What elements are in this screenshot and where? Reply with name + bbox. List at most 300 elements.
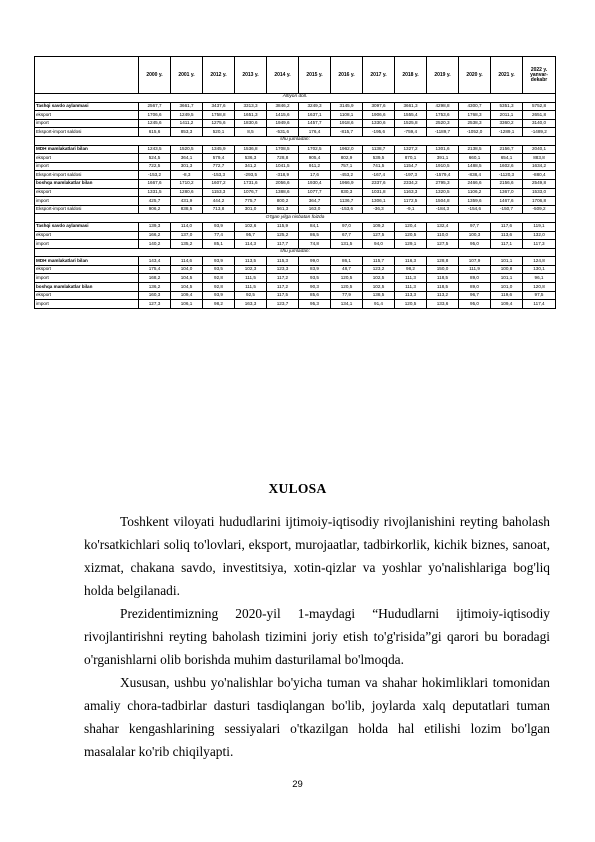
table-cell: 3249,3 — [299, 102, 331, 111]
row-label: Tashqi savdo aylanmasi — [35, 222, 139, 231]
table-cell: 3846,2 — [267, 102, 299, 111]
paragraph-1: Toshkent viloyati hududlarini ijtimoiy-iqtisodiy rivojlanishini reyting baholash ko'rsatkichlari soliq to'lovlari, eksport, murojaatlar, tadbirkorlik, kichik biznes, sanoat, xizmat, chakana savdo, investitsiya, xotin-qizlar va yoshlar yo'nalishlariga bog'liq holda belgilanadi. — [84, 514, 550, 598]
table-cell: 127,5 — [363, 231, 395, 240]
table-cell: 1330,6 — [363, 119, 395, 128]
row-label: import — [35, 119, 139, 128]
table-cell: 1172,5 — [395, 197, 427, 206]
table-row — [35, 291, 556, 300]
table-cell: -36,3 — [363, 205, 395, 214]
table-cell: -759,4 — [395, 128, 427, 137]
table-cell: 85,1 — [203, 240, 235, 249]
table-cell: 2337,6 — [363, 179, 395, 188]
row-label: Tashqi savdo aylanmasi — [35, 102, 139, 111]
table-cell: 1949,6 — [267, 119, 299, 128]
table-cell: 2549,8 — [523, 179, 556, 188]
table-cell: 120,5 — [395, 300, 427, 309]
table-cell: 77,9 — [331, 291, 363, 300]
table-cell: 301,0 — [235, 205, 267, 214]
table-cell: 1706,6 — [139, 111, 171, 120]
table-cell: 2138,5 — [459, 145, 491, 154]
table-cell: 1962,0 — [331, 145, 363, 154]
table-cell: 1076,7 — [235, 188, 267, 197]
table-cell: 1667,6 — [139, 179, 171, 188]
section-label: O'tgan yilga nisbatan foizda — [35, 214, 556, 223]
table-cell: 1154,7 — [395, 162, 427, 171]
table-cell: 115,7 — [363, 257, 395, 266]
table-row — [35, 179, 556, 188]
table-cell: 757,1 — [331, 162, 363, 171]
table-cell: 130,1 — [523, 265, 556, 274]
trade-statistics-table-container — [34, 56, 555, 309]
table-cell: 163,0 — [299, 205, 331, 214]
table-cell: 1753,6 — [427, 111, 459, 120]
table-row — [35, 154, 556, 163]
table-cell: 93,9 — [203, 291, 235, 300]
table-cell: 94,0 — [363, 240, 395, 249]
section-label: shu jumladan: — [35, 248, 556, 257]
table-cell: 2156,7 — [491, 145, 523, 154]
table-cell: 111,5 — [235, 274, 267, 283]
table-cell: 92,8 — [203, 283, 235, 292]
table-cell: 118,5 — [427, 283, 459, 292]
table-cell: 1520,5 — [171, 145, 203, 154]
table-cell: 660,1 — [459, 154, 491, 163]
table-cell: 123,2 — [363, 265, 395, 274]
table-cell: 1163,3 — [395, 188, 427, 197]
table-section-row — [35, 94, 556, 103]
table-cell: 830,3 — [331, 188, 363, 197]
table-cell: 138,5 — [363, 291, 395, 300]
table-cell: -197,3 — [395, 171, 427, 180]
table-cell: 120,5 — [395, 231, 427, 240]
table-cell: 175,4 — [139, 265, 171, 274]
table-cell: 111,3 — [395, 274, 427, 283]
table-cell: 84,1 — [299, 222, 331, 231]
table-cell: 120,5 — [331, 283, 363, 292]
table-cell: 127,3 — [139, 300, 171, 309]
table-cell: -453,2 — [331, 171, 363, 180]
table-cell: 1634,2 — [523, 162, 556, 171]
table-cell: 905,4 — [299, 154, 331, 163]
table-cell: 5351,3 — [491, 102, 523, 111]
table-cell: 853,3 — [171, 128, 203, 137]
table-cell: 86,5 — [299, 231, 331, 240]
table-cell: 117,4 — [523, 300, 556, 309]
table-cell: 3661,7 — [171, 102, 203, 111]
table-cell: 1910,5 — [427, 162, 459, 171]
table-cell: 100,3 — [459, 231, 491, 240]
table-header-row — [35, 57, 556, 94]
column-header: 2012 y. — [203, 57, 235, 94]
table-cell: 1555,4 — [395, 111, 427, 120]
row-label: boshqa mamlakatlar bilan — [35, 283, 139, 292]
table-cell: 98,2 — [203, 300, 235, 309]
table-cell: 168,2 — [139, 274, 171, 283]
table-cell: 99,0 — [299, 257, 331, 266]
table-cell: 117,5 — [267, 291, 299, 300]
table-cell: 163,3 — [235, 300, 267, 309]
table-cell: 364,7 — [299, 197, 331, 206]
table-cell: 67,7 — [331, 231, 363, 240]
table-cell: 92,5 — [235, 291, 267, 300]
table-cell: 102,5 — [363, 283, 395, 292]
table-cell: 728,8 — [267, 154, 299, 163]
table-cell: 1533,0 — [523, 188, 556, 197]
table-cell: 1906,6 — [363, 111, 395, 120]
table-cell: 2538,3 — [459, 119, 491, 128]
table-cell: 114,0 — [171, 222, 203, 231]
row-label: eksport — [35, 154, 139, 163]
table-cell: 128,8 — [427, 257, 459, 266]
table-cell: -8,3 — [171, 171, 203, 180]
table-row — [35, 128, 556, 137]
table-cell: 127,5 — [427, 240, 459, 249]
table-cell: 2567,7 — [139, 102, 171, 111]
table-cell: 1830,6 — [235, 119, 267, 128]
table-cell: 116,3 — [395, 257, 427, 266]
table-cell: 800,2 — [267, 197, 299, 206]
table-cell: 1275,6 — [203, 119, 235, 128]
table-cell: 3437,6 — [203, 102, 235, 111]
column-header: 2015 y. — [299, 57, 331, 94]
table-cell: 1138,7 — [363, 145, 395, 154]
table-cell: -153,6 — [331, 205, 363, 214]
table-cell: 110,0 — [427, 231, 459, 240]
table-cell: 838,5 — [171, 205, 203, 214]
table-row — [35, 265, 556, 274]
table-cell: 120,5 — [331, 274, 363, 283]
section-label: shu jumladan: — [35, 136, 556, 145]
table-cell: 77,4 — [203, 231, 235, 240]
row-label: import — [35, 197, 139, 206]
table-cell: 92,8 — [203, 274, 235, 283]
table-row — [35, 188, 556, 197]
column-header: 2014 y. — [267, 57, 299, 94]
table-cell: -509,2 — [523, 205, 556, 214]
table-row — [35, 162, 556, 171]
table-cell: 91,4 — [363, 300, 395, 309]
table-cell: 117,2 — [267, 283, 299, 292]
table-cell: 536,3 — [235, 154, 267, 163]
table-cell: 2795,3 — [427, 179, 459, 188]
table-cell: 134,1 — [331, 300, 363, 309]
table-cell: 102,6 — [235, 222, 267, 231]
row-label: boshqa mamlakatlar bilan — [35, 179, 139, 188]
table-cell: 1504,8 — [427, 197, 459, 206]
column-header: 2019 y. — [427, 57, 459, 94]
table-cell: 95,3 — [299, 300, 331, 309]
table-cell: 524,5 — [139, 154, 171, 163]
table-cell: 133,6 — [427, 300, 459, 309]
table-cell: -1120,3 — [491, 171, 523, 180]
table-section-row — [35, 214, 556, 223]
table-cell: 83,9 — [299, 265, 331, 274]
table-cell: -1052,0 — [459, 128, 491, 137]
table-cell: -318,9 — [267, 171, 299, 180]
table-cell: 1768,3 — [459, 111, 491, 120]
table-cell: 113,3 — [395, 291, 427, 300]
table-cell: 118,5 — [427, 274, 459, 283]
table-cell: 1457,7 — [299, 119, 331, 128]
table-cell: 95,0 — [459, 300, 491, 309]
table-cell: -1189,7 — [427, 128, 459, 137]
table-cell: 102,3 — [235, 265, 267, 274]
table-cell: -154,6 — [459, 205, 491, 214]
table-cell: 3145,9 — [331, 102, 363, 111]
table-cell: 109,4 — [171, 291, 203, 300]
table-cell: -838,4 — [459, 171, 491, 180]
table-cell: 1607,2 — [203, 179, 235, 188]
table-cell: 3140,0 — [523, 119, 556, 128]
row-label: Eksport-import saldosi — [35, 171, 139, 180]
table-cell: 1136,7 — [331, 197, 363, 206]
paragraph-3: Xususan, ushbu yo'nalishlar bo'yicha tuman va shahar hokimliklari tomonidan amaliy chora-tadbirlar dasturi tasdiqlangan bo'lib, joylarda xalq deputatlari tuman shahar kengashlarining sessiyalari o'tkazilgan holda hal etilishi lozim bo'lgan masalalar ko'rib chiqilyapti. — [84, 675, 550, 759]
table-cell: 1488,5 — [459, 162, 491, 171]
table-cell: 136,2 — [139, 283, 171, 292]
table-cell: 111,5 — [235, 283, 267, 292]
trade-statistics-table — [34, 56, 556, 309]
table-cell: -1289,1 — [491, 128, 523, 137]
table-cell: 89,0 — [459, 283, 491, 292]
table-cell: 96,1 — [523, 274, 556, 283]
table-cell: 1930,4 — [299, 179, 331, 188]
table-cell: 120,8 — [523, 283, 556, 292]
table-cell: 160,3 — [139, 291, 171, 300]
table-cell: 176,4 — [299, 128, 331, 137]
table-cell: 74,8 — [299, 240, 331, 249]
table-cell: 425,7 — [139, 197, 171, 206]
table-cell: 166,2 — [139, 231, 171, 240]
table-cell: 150,0 — [427, 265, 459, 274]
table-cell: 132,0 — [523, 231, 556, 240]
table-cell: 1708,5 — [267, 145, 299, 154]
row-label: import — [35, 162, 139, 171]
table-cell: 117,1 — [491, 240, 523, 249]
table-cell: 5752,8 — [523, 102, 556, 111]
row-label: eksport — [35, 291, 139, 300]
row-label: eksport — [35, 265, 139, 274]
table-row — [35, 231, 556, 240]
table-cell: 1758,8 — [203, 111, 235, 120]
table-cell: 1077,7 — [299, 188, 331, 197]
table-row — [35, 222, 556, 231]
table-cell: 140,2 — [139, 240, 171, 249]
table-cell: 1731,6 — [235, 179, 267, 188]
table-cell: 1710,2 — [171, 179, 203, 188]
table-cell: 86,1 — [331, 257, 363, 266]
table-cell: 1388,6 — [267, 188, 299, 197]
row-label: Eksport-import saldosi — [35, 205, 139, 214]
table-cell: 2156,6 — [491, 179, 523, 188]
table-cell: 101,1 — [491, 257, 523, 266]
table-cell: -815,7 — [331, 128, 363, 137]
table-cell: 132,4 — [427, 222, 459, 231]
table-cell: 1249,5 — [171, 111, 203, 120]
table-cell: 1367,0 — [491, 188, 523, 197]
column-header: 2001 y. — [171, 57, 203, 94]
table-cell: 713,8 — [203, 205, 235, 214]
table-cell: 102,5 — [363, 274, 395, 283]
table-cell: 115,9 — [267, 222, 299, 231]
table-cell: -531,6 — [267, 128, 299, 137]
row-label: MDH mamlakatlari bilan — [35, 145, 139, 154]
table-row — [35, 119, 556, 128]
table-cell: -1489,2 — [523, 128, 556, 137]
row-label: import — [35, 274, 139, 283]
table-cell: 520,1 — [203, 128, 235, 137]
table-cell: 111,3 — [395, 283, 427, 292]
table-cell: 444,2 — [203, 197, 235, 206]
table-cell: 364,1 — [171, 154, 203, 163]
table-cell: 113,6 — [491, 231, 523, 240]
table-cell: 3313,3 — [235, 102, 267, 111]
table-cell: 1301,6 — [427, 145, 459, 154]
table-section-row — [35, 136, 556, 145]
table-cell: -880,4 — [523, 171, 556, 180]
table-cell: 93,5 — [203, 265, 235, 274]
table-cell: 143,4 — [139, 257, 171, 266]
table-cell: -153,3 — [203, 171, 235, 180]
column-header: 2018 y. — [395, 57, 427, 94]
table-cell: 139,3 — [139, 222, 171, 231]
table-cell: 1467,6 — [491, 197, 523, 206]
table-row — [35, 102, 556, 111]
table-cell: -150,7 — [491, 205, 523, 214]
row-label: eksport — [35, 231, 139, 240]
table-cell: 117,2 — [267, 274, 299, 283]
table-cell: 98,2 — [395, 265, 427, 274]
table-cell: -293,5 — [235, 171, 267, 180]
table-cell: 129,1 — [395, 240, 427, 249]
table-cell: 125,2 — [267, 231, 299, 240]
table-cell: 802,9 — [331, 154, 363, 163]
row-label: eksport — [35, 111, 139, 120]
table-cell: 772,7 — [203, 162, 235, 171]
table-cell: 391,1 — [427, 154, 459, 163]
table-cell: 341,2 — [235, 162, 267, 171]
table-cell: -9,1 — [395, 205, 427, 214]
table-cell: 104,0 — [171, 265, 203, 274]
table-cell: 2334,2 — [395, 179, 427, 188]
table-cell: 95,7 — [235, 231, 267, 240]
table-cell: 1918,6 — [331, 119, 363, 128]
table-cell: 93,9 — [203, 257, 235, 266]
table-cell: 107,9 — [459, 257, 491, 266]
table-cell: 100,8 — [491, 265, 523, 274]
table-cell: 123,7 — [267, 300, 299, 309]
table-cell: 1327,2 — [395, 145, 427, 154]
table-cell: 109,4 — [491, 300, 523, 309]
table-cell: 120,4 — [395, 222, 427, 231]
table-cell: 1106,2 — [459, 188, 491, 197]
paragraph-2: Prezidentimizning 2020-yil 1-maydagi “Hududlarni ijtimoiy-iqtisodiy rivojlantirishni reyting baholash tizimini joriy etish to'g'risida”gi qarori bu boradagi o'rganishlarni olib borishda muhim dasturilamal bo'lmoqda. — [84, 606, 550, 667]
table-cell: 96,7 — [459, 291, 491, 300]
table-cell: 95,0 — [459, 240, 491, 249]
table-row — [35, 283, 556, 292]
table-cell: 1306,1 — [363, 197, 395, 206]
table-cell: 1320,5 — [427, 188, 459, 197]
table-cell: 2466,6 — [459, 179, 491, 188]
table-cell: 85,6 — [299, 291, 331, 300]
table-cell: 911,2 — [299, 162, 331, 171]
table-cell: 109,2 — [363, 222, 395, 231]
table-cell: 1345,9 — [203, 145, 235, 154]
section-label: Alfiyon doll. — [35, 94, 556, 103]
table-cell: 3661,3 — [395, 102, 427, 111]
table-cell: 2011,1 — [491, 111, 523, 120]
table-cell: 1243,5 — [139, 145, 171, 154]
table-cell: 1359,6 — [459, 197, 491, 206]
table-cell: -167,4 — [363, 171, 395, 180]
table-cell: 4298,8 — [427, 102, 459, 111]
column-header — [35, 57, 139, 94]
table-cell: 97,5 — [523, 291, 556, 300]
table-cell: 117,7 — [267, 240, 299, 249]
table-cell: 870,1 — [395, 154, 427, 163]
table-cell: 135,2 — [171, 240, 203, 249]
table-cell: 579,4 — [203, 154, 235, 163]
table-cell: 2056,6 — [267, 179, 299, 188]
column-header: 2022 y. yanvar-dekabr — [523, 57, 556, 94]
table-cell: 1637,1 — [299, 111, 331, 120]
table-cell: 111,9 — [459, 265, 491, 274]
table-cell: 1966,9 — [331, 179, 363, 188]
table-cell: 93,5 — [299, 274, 331, 283]
table-cell: 17,6 — [299, 171, 331, 180]
table-cell: 115,3 — [267, 257, 299, 266]
table-cell: 114,3 — [235, 240, 267, 249]
column-header: 2016 y. — [331, 57, 363, 94]
table-cell: 2651,8 — [523, 111, 556, 120]
table-cell: 1411,2 — [171, 119, 203, 128]
table-cell: 113,5 — [235, 257, 267, 266]
table-cell: 97,0 — [331, 222, 363, 231]
table-cell: 1280,6 — [171, 188, 203, 197]
table-cell: 615,6 — [139, 128, 171, 137]
table-cell: 101,1 — [491, 274, 523, 283]
table-cell: 1706,8 — [523, 197, 556, 206]
table-cell: 8,5 — [235, 128, 267, 137]
table-cell: 4300,7 — [459, 102, 491, 111]
table-cell: 119,6 — [491, 291, 523, 300]
table-cell: 561,3 — [267, 205, 299, 214]
table-cell: 97,7 — [459, 222, 491, 231]
table-cell: 104,5 — [171, 274, 203, 283]
table-row — [35, 111, 556, 120]
table-cell: 1415,6 — [267, 111, 299, 120]
table-cell: 48,7 — [331, 265, 363, 274]
section-heading: XULOSA — [268, 481, 327, 496]
table-cell: 1536,8 — [235, 145, 267, 154]
table-section-row — [35, 248, 556, 257]
table-cell: 124,8 — [523, 257, 556, 266]
table-cell: 741,5 — [363, 162, 395, 171]
table-row — [35, 274, 556, 283]
table-cell: 89,0 — [459, 274, 491, 283]
table-cell: 906,2 — [139, 205, 171, 214]
row-label: import — [35, 300, 139, 309]
row-label: MDH mamlakatlari bilan — [35, 257, 139, 266]
table-cell: 117,6 — [491, 222, 523, 231]
table-cell: 123,3 — [267, 265, 299, 274]
table-cell: 2520,3 — [427, 119, 459, 128]
table-cell: 654,1 — [491, 154, 523, 163]
table-cell: 722,5 — [139, 162, 171, 171]
table-cell: 775,7 — [235, 197, 267, 206]
table-cell: 114,6 — [171, 257, 203, 266]
table-cell: 431,9 — [171, 197, 203, 206]
table-cell: 1525,8 — [395, 119, 427, 128]
